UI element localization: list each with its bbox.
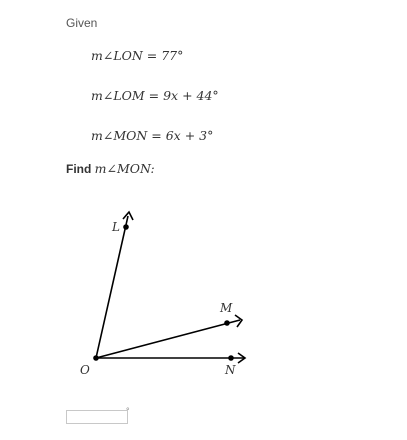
label-m: M <box>220 301 233 315</box>
ray-om <box>96 320 240 358</box>
point-n <box>228 355 234 361</box>
degree-unit: ° <box>126 406 130 416</box>
label-l: L <box>112 220 120 234</box>
ray-ol <box>96 216 128 358</box>
equation-angle-mon: m∠MON = 6x + 3° <box>91 128 214 143</box>
given-label: Given <box>66 16 98 30</box>
find-label: Find <box>66 162 92 176</box>
equation-angle-lon: m∠LON = 77° <box>91 48 184 63</box>
point-l <box>123 224 129 230</box>
equation-angle-lom: m∠LOM = 9x + 44° <box>91 88 219 103</box>
answer-input[interactable] <box>66 410 128 424</box>
label-o: O <box>80 363 90 377</box>
find-expression: m∠MON: <box>94 161 155 176</box>
label-n: N <box>225 363 236 377</box>
point-o <box>93 355 99 361</box>
point-m <box>224 320 230 326</box>
